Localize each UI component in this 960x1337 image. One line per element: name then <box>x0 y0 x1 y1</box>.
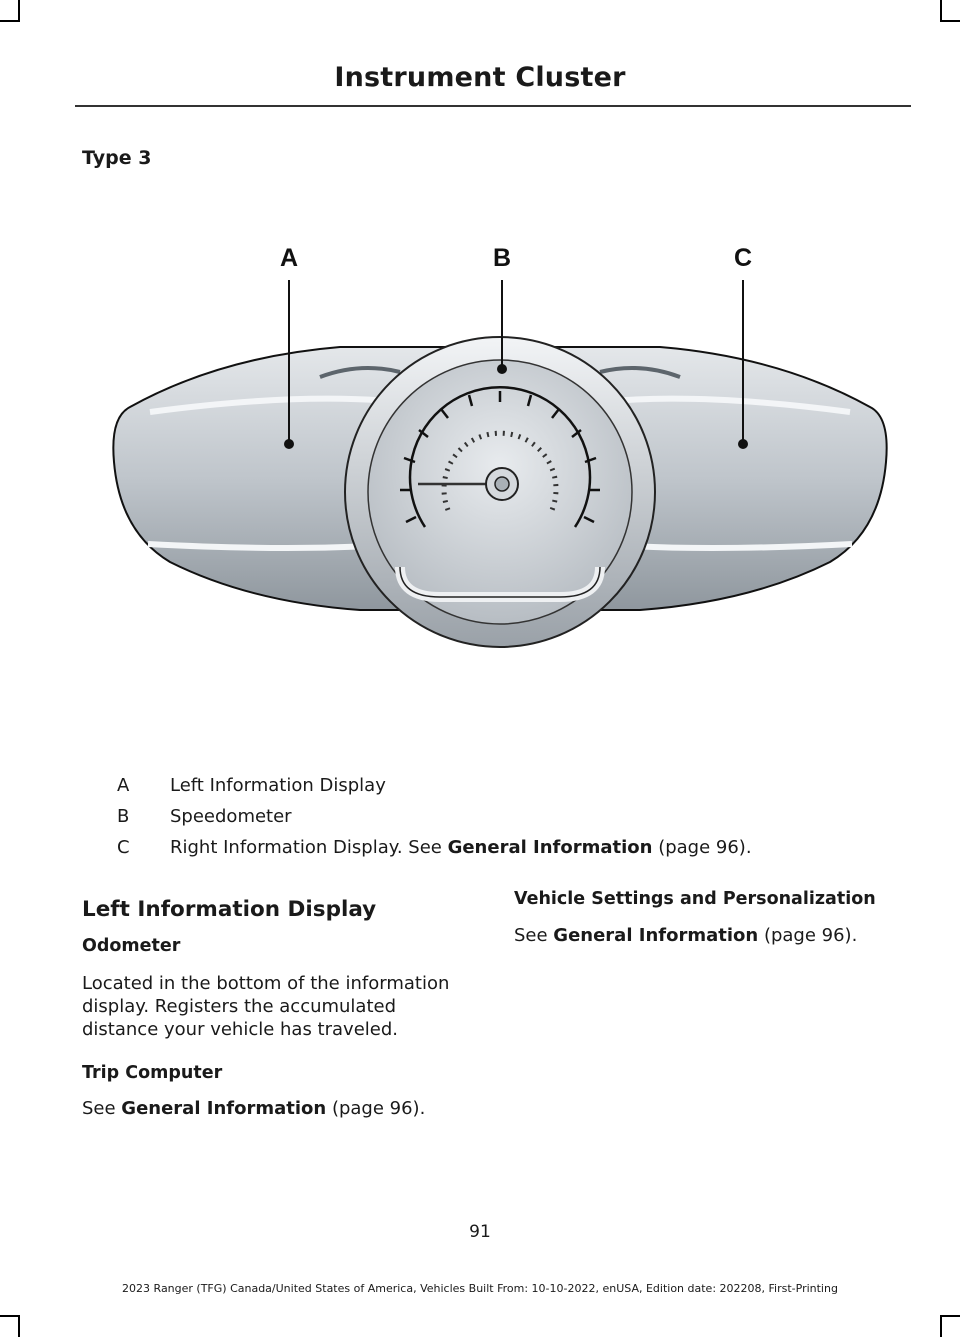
text-line: distance your vehicle has traveled. <box>82 1019 398 1040</box>
crop-mark <box>940 1315 960 1317</box>
legend-page-ref: (page 96). <box>652 837 752 858</box>
trip-paragraph <box>82 1097 482 1120</box>
subheading-trip-computer: Trip Computer <box>82 1063 223 1083</box>
section-heading-left-info: Left Information Display <box>82 897 377 922</box>
header-rule <box>75 105 911 107</box>
subheading-odometer: Odometer <box>82 936 181 956</box>
legend-text-wrapper <box>170 837 752 858</box>
page-number: 91 <box>469 1222 491 1242</box>
text: See <box>82 1098 122 1119</box>
text: (page 96). <box>326 1098 426 1119</box>
callout-a-dot <box>284 439 294 449</box>
section-label: Type 3 <box>82 147 152 169</box>
crop-mark <box>0 20 20 22</box>
subheading-vehicle-settings: Vehicle Settings and Personalization <box>514 889 876 909</box>
crop-mark <box>940 20 960 22</box>
legend-key: B <box>117 806 130 827</box>
callout-b-dot <box>497 364 507 374</box>
text: (page 96). <box>758 925 858 946</box>
left-column <box>82 898 482 1120</box>
crop-mark <box>0 1315 20 1317</box>
callout-b: B <box>492 244 512 272</box>
text-line: Located in the bottom of the information <box>82 973 450 994</box>
cluster-svg <box>100 232 900 692</box>
legend-key: A <box>117 775 130 796</box>
general-information-link[interactable]: General Information <box>121 1098 327 1119</box>
crop-mark <box>940 1315 942 1337</box>
legend-text: Speedometer <box>170 806 292 827</box>
text-line: display. Registers the accumulated <box>82 996 397 1017</box>
vehicle-settings-paragraph <box>514 924 914 947</box>
crop-mark <box>18 0 20 22</box>
instrument-cluster-illustration <box>100 232 900 692</box>
page-footer: 2023 Ranger (TFG) Canada/United States of America, Vehicles Built From: 10-10-2022, enUSA, Edition date: 202208, First-Printing <box>122 1282 838 1295</box>
callout-a: A <box>279 244 299 272</box>
crop-mark <box>18 1315 20 1337</box>
page-title: Instrument Cluster <box>334 62 626 93</box>
odometer-paragraph <box>82 972 482 1041</box>
crop-mark <box>940 0 942 22</box>
callout-c: C <box>733 244 753 272</box>
general-information-link[interactable]: General Information <box>553 925 759 946</box>
text: See <box>514 925 554 946</box>
speedometer-hub-center <box>495 477 509 491</box>
legend-text: Right Information Display. See <box>170 837 448 858</box>
callout-c-dot <box>738 439 748 449</box>
legend-key: C <box>117 837 130 858</box>
general-information-link[interactable]: General Information <box>447 837 653 858</box>
right-column <box>514 888 914 947</box>
legend-text: Left Information Display <box>170 775 386 796</box>
